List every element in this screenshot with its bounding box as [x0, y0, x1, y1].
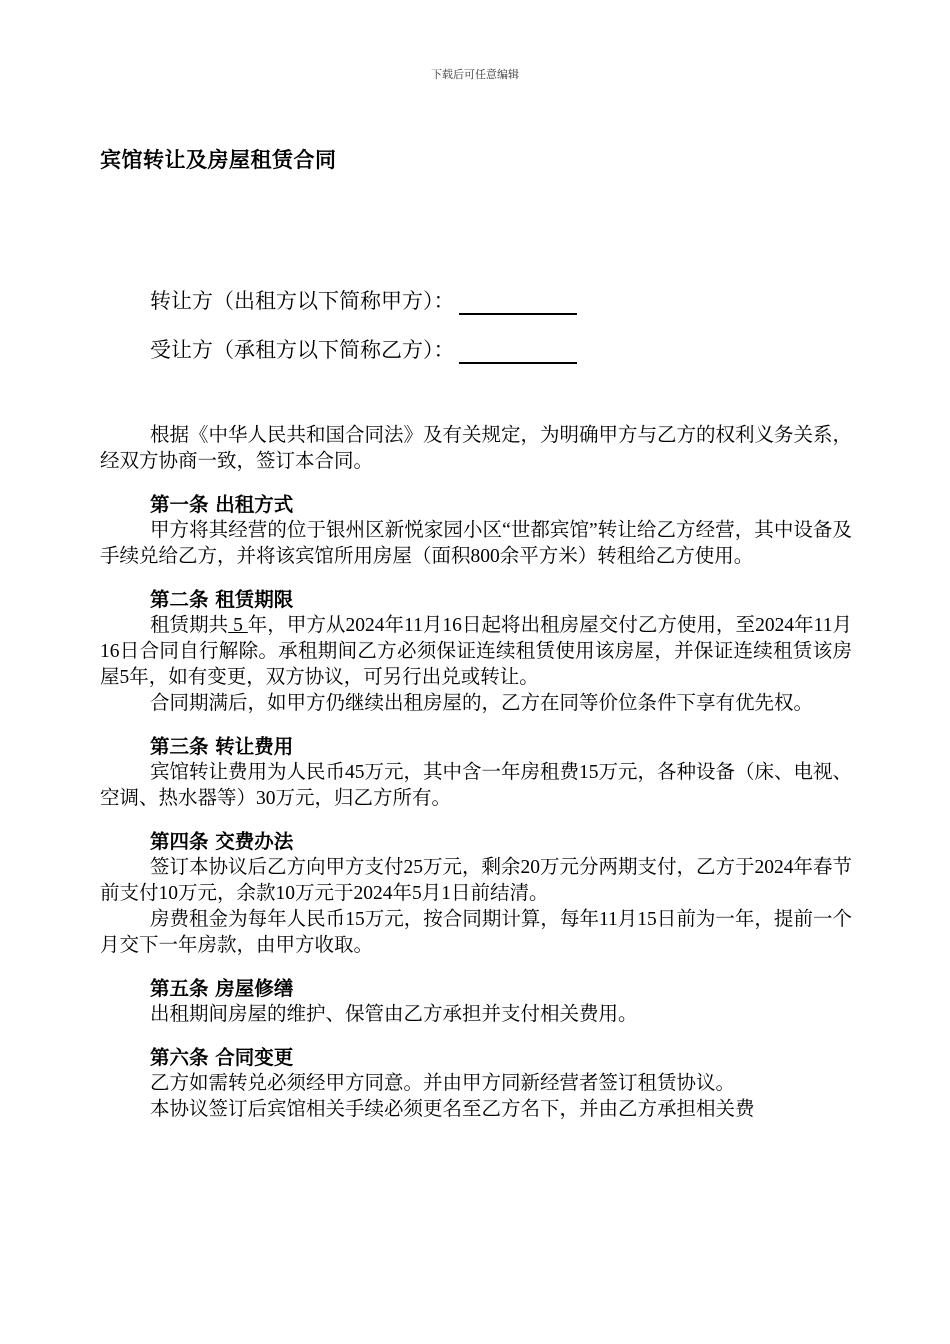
article-1-heading: 第一条 出租方式: [150, 493, 294, 516]
article-6-para-2: 本协议签订后宾馆相关手续必须更名至乙方名下，并由乙方承担相关费: [150, 1099, 755, 1120]
party-transferor-blank: [459, 291, 577, 315]
article-4-heading: 第四条 交费办法: [150, 830, 294, 853]
contract-body: [100, 423, 852, 1123]
article-2-term-rest: 年，甲方从2024年11月16日起将出租房屋交付乙方使用，至2024年11月16日合同自行解除。承租期间乙方必须保证连续租赁使用该房屋，并保证连续租赁该房屋5年，如有变更，双方协议，可另行出兑或转让。: [100, 615, 852, 688]
article-3-heading: 第三条 转让费用: [150, 735, 294, 758]
party-transferee: [150, 334, 577, 364]
article-2-heading: 第二条 租赁期限: [150, 588, 294, 611]
article-2-term-years: 5: [228, 615, 248, 636]
party-transferor-label: 转让方（出租方以下简称甲方）：: [150, 289, 455, 313]
article-2-term-prefix: 租赁期共: [150, 615, 229, 636]
party-transferee-label: 受让方（承租方以下简称乙方）：: [150, 338, 455, 362]
article-2-para-2: 合同期满后，如甲方仍继续出租房屋的，乙方在同等价位条件下享有优先权。: [150, 693, 814, 714]
article-4-para-2: 房费租金为每年人民币15万元，按合同期计算，每年11月15日前为一年，提前一个月交下一年房款，由甲方收取。: [100, 909, 852, 956]
party-transferee-blank: [459, 340, 577, 364]
document-title: 宾馆转让及房屋租赁合同: [100, 148, 337, 172]
article-6-para-1: 乙方如需转兑必须经甲方同意。并由甲方同新经营者签订租赁协议。: [150, 1073, 736, 1094]
header-note: 下载后可任意编辑: [431, 68, 519, 81]
article-6-heading: 第六条 合同变更: [150, 1046, 294, 1069]
article-3-para-1: 宾馆转让费用为人民币45万元，其中含一年房租费15万元，各种设备（床、电视、空调、热水器等）30万元，归乙方所有。: [100, 762, 853, 809]
preamble: 根据《中华人民共和国合同法》及有关规定，为明确甲方与乙方的权利义务关系，经双方协商一致，签订本合同。: [100, 425, 853, 472]
article-2-para-1: [100, 613, 852, 691]
article-1-para-1: 甲方将其经营的位于银州区新悦家园小区“世都宾馆”转让给乙方经营，其中设备及手续兑给乙方，并将该宾馆所用房屋（面积800余平方米）转租给乙方使用。: [100, 520, 852, 567]
article-5-para-1: 出租期间房屋的维护、保管由乙方承担并支付相关费用。: [150, 1004, 638, 1025]
article-4-para-1: 签订本协议后乙方向甲方支付25万元，剩余20万元分两期支付，乙方于2024年春节前支付10万元，余款10万元于2024年5月1日前结清。: [100, 857, 853, 904]
article-5-heading: 第五条 房屋修缮: [150, 977, 294, 1000]
party-transferor: [150, 285, 577, 315]
